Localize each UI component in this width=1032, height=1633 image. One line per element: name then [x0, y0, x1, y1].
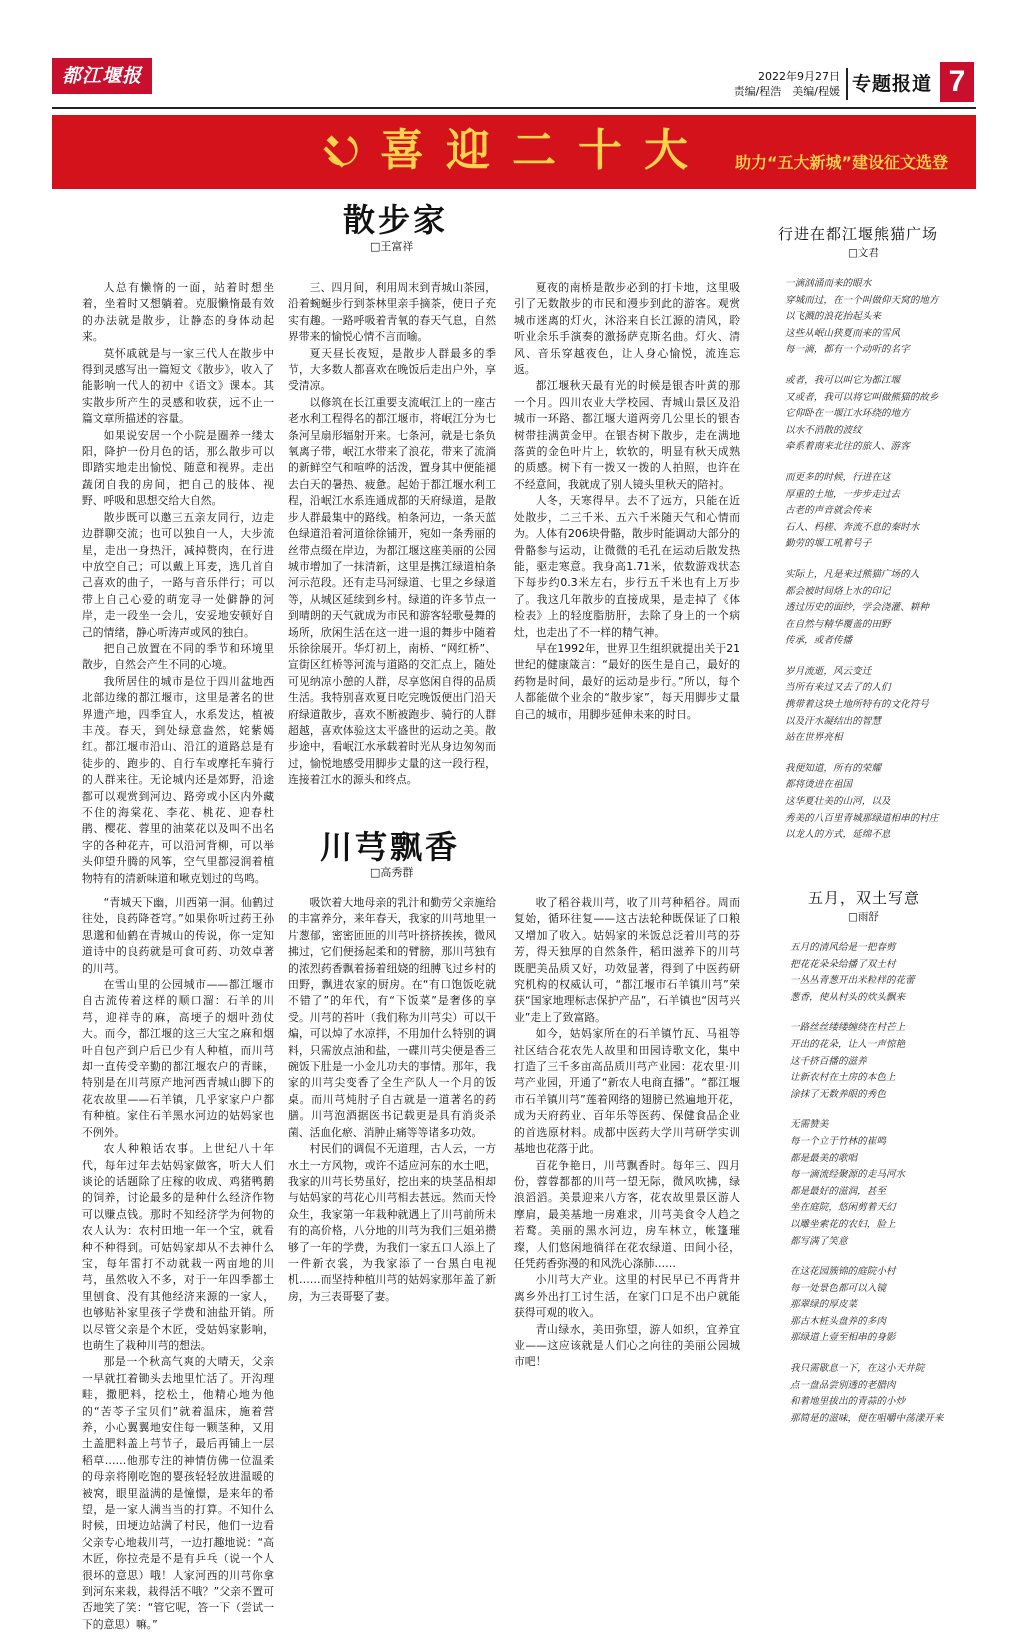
- poem-line: 这些从岷山狭夏而来的雪风: [785, 327, 901, 339]
- article2-column-3: [514, 895, 740, 1435]
- poem-line: 每一滴流经聚源的走马河水: [790, 1169, 906, 1181]
- poem-title: 五月，双土写意: [808, 889, 921, 907]
- poem-stanza: [790, 1361, 990, 1427]
- issue-date: 2022年9月27日: [758, 70, 840, 83]
- banner-title: 喜迎二十大: [380, 125, 710, 176]
- paragraph: 小川芎大产业。这里的村民早已不再背井离乡外出打工讨生活，在家门口足不出户就能获得可观的收入。: [514, 1273, 740, 1320]
- poem-body: [790, 940, 990, 1440]
- paragraph: 我所居住的城市是位于四川盆地西北部边缘的都江堰市，这里是著名的世界遗产地，四季宜人，水系发达，植被丰茂。春天，到处绿意盎然，姹紫嫣红。都江堰市沿山、沿江的道路总是有徒步的、跑步的、自行车或摩托车骑行的人群来往。无论城内还是郊野，沿途都可以观赏到河边、路旁或小区内外藏不住的海棠花、李花、桃花、迎春杜鹃、樱花、蓉里的油菜花以及叫不出名字的各种花卉，可以沿河背柳，可以举头仰望升腾的风筝，空气里都浸润着植物特有的清新味道和啾克划过的鸟鸣。: [82, 674, 274, 885]
- poem-line: 秀美的八百里青城那绿道相串的村庄: [785, 812, 939, 824]
- poem-stanza: [790, 1117, 990, 1250]
- paragraph: 农人种粮话农事。上世纪八十年代，每年过年去姑妈家做客，听大人们谈论的话题除了庄稼的收成、鸡猪鸭鹅的饲养，讨论最多的是种什么经济作物可以赚点钱。那时不知经济学为何物的农人认为：农村田地一年一个宝，就看种不种得到。可姑妈家却从不去神什么宝，每年雷打不动就栽一两亩地的川芎，虽然收入不多，对于一年四季都土里刨食、没有其他经济来源的一家人，也够贴补家里孩子学费和油盐开销。所以尽管父亲是个木匠，受姑妈家影响，也萌生了栽种川芎的想法。: [82, 1142, 274, 1352]
- article-byline: □高秀群: [370, 866, 414, 879]
- article2-column-2: [288, 895, 496, 1435]
- poem-line: 厚重的土地，一步步走过去: [785, 488, 901, 500]
- poem-line: 每一滴，都有一个动听的名字: [785, 344, 910, 356]
- poem-byline: □文君: [848, 247, 879, 259]
- article-title: 散步家: [343, 201, 449, 239]
- poem-line: 而更多的时候，行进在这: [785, 471, 891, 483]
- paragraph: 收了稻谷栽川芎，收了川芎种稻谷。周而复始，循环往复——这古法轮种既保证了口粮又增加了收入。姑妈家的米饭总泛着川芎的芬芳，得天独厚的自然条件，稻田滋养下的川芎既肥美品质又好，功效显著，得到了中医药研究机构的权威认可，“都江堰市石羊镇川芎”荣获“国家地理标志保护产品”，石羊镇也“因芎兴业”走上了致富路。: [514, 896, 740, 1024]
- article-byline: □王富祥: [370, 240, 414, 253]
- poem-line: 以飞溅的浪花抬起头来: [785, 311, 881, 323]
- poem-line: 古老的声音就会传来: [785, 505, 872, 517]
- poem-stanza: [785, 373, 985, 456]
- poem-title: 行进在都江堰熊猫广场: [778, 225, 939, 243]
- poem-stanza: [785, 664, 985, 747]
- paragraph: 早在1992年，世界卫生组织就提出关于21世纪的健康箴言：“最好的医生是自己，最好的药物是时间，最好的运动是步行。”所以，每个人都能做个业余的“散步家”，每天用脚步丈量自己的城市，用脚步延伸未来的时日。: [514, 641, 740, 721]
- poem-line: 又或者，我可以将它叫做熊猫的故乡: [785, 391, 939, 403]
- paragraph: 三、四月间，利用周末到青城山茶园，沿着蜿蜒步行到茶林里亲手摘茶，使日子充实有趣。一路呼吸着青氧的春天气息，自然界带来的愉悦心情不言而喻。: [288, 281, 496, 344]
- poem-line: 涂抹了无数养眼的秀色: [790, 1088, 886, 1100]
- poem-line: 那绿道上壹至相串的身影: [790, 1332, 896, 1344]
- poem-line: 牵系着南来北往的旅人、游客: [785, 441, 910, 453]
- paragraph: “青城天下幽，川西第一洞。仙鹤过往处，良药降苍穹。”如果你听过药王孙思邈和仙鹤在青城山的传说，你一定知道诗中的良药就是可食可药、功效卓著的川芎。: [82, 896, 274, 975]
- paragraph: 如果说安居一个小院是圈养一缕太阳，降护一份月色的话，那么散步可以即踏实地走出愉悦、随意和视界。走出蔬闭自我的房间，把自己的肢体、视野、呼吸和思想交给大自然。: [82, 428, 274, 508]
- paragraph: 莫怀戚就是与一家三代人在散步中得到灵感写出一篇短文《散步》，收入了能影响一代人的初中《语文》课本。其实散步所产生的灵感和收获，远不止一篇文章所描述的容量。: [82, 346, 274, 426]
- editors-credit: 责编/程浩 美编/程媛: [733, 85, 840, 98]
- poem-line: 把花花朵朵给播了双土村: [790, 958, 896, 970]
- poem-byline: □雨舒: [848, 911, 879, 923]
- paragraph: 青山绿水，美田弥望，游人如织，宜养宜业——这应该就是人们心之向往的美丽公园城市吧！: [514, 1322, 740, 1369]
- poem-line: 以龙人的方式，延绵不息: [785, 829, 891, 841]
- paragraph: 如今，姑妈家所在的石羊镇竹瓦、马祖等社区结合花农先人故里和田园诗歌文化，集中打造了三千多亩高品质川芎产业园：花农里·川芎产业园，开通了“新农人电商直播”。“都江堰市石羊镇川芎”莲着网络的翅膀已然遍地开花，成为天府药业、百年乐等医药、保健食品企业的首选原材料。成都中医药大学川芎研学实训基地也花落于此。: [514, 1027, 740, 1156]
- poem-line: 以雕坐索花的农妇，脸上: [790, 1218, 896, 1230]
- article1-column-1: [82, 280, 274, 885]
- poem-line: 携带着这块土地所特有的文化符号: [785, 699, 929, 711]
- poem-line: 透过历史的面纱，学会浇灌、耕种: [785, 602, 929, 614]
- poem-line: 那简是的滋味，便在咀嚼中荡漾开来: [790, 1412, 944, 1424]
- poem-stanza: [790, 1020, 990, 1103]
- poem-line: 岁月流逝，风云变迁: [785, 665, 872, 677]
- poem-line: 一丛丛青葱开出米粒样的花蕾: [790, 975, 915, 987]
- poem-line: 五月的清风给是一把春剪: [790, 942, 896, 953]
- poem-line: 当所有来过又去了的人们: [785, 682, 891, 694]
- article-title: 川芎飘香: [320, 828, 461, 866]
- poem-line: 站在世界亮相: [785, 732, 843, 744]
- poem-line: 每一个立于竹林的崔鸣: [790, 1135, 886, 1147]
- poem-line: 葱香，使从村头的炊头飘来: [790, 991, 906, 1003]
- paragraph: 在雪山里的公园城市——都江堰市自古流传着这样的顺口溜：石羊的川芎，迎祥寺的麻，高埂子的烟叶劲仗大。而今，都江堰的这三大宝之麻和烟叶自包产到户后已少有人种植，而川芎却一直传受辛勤的都江堰农户的青睐，特别是在川芎原产地河西青城山脚下的花农故里——石羊镇，几乎家家户户都有种植。家住石羊黑水河边的姑妈家也不例外。: [82, 978, 274, 1139]
- hammer-sickle-icon: [320, 130, 364, 174]
- paragraph: 人冬，天寒得早。去不了远方，只能在近处散步，二三千米、五六千米随天气和心情而为。人体有206块骨骼，散步时能调动大部分的骨骼参与运动，让微微的毛孔在运动后散发热能，驱走寒意。我身高1.71米，依数游戏状态下每步约0.3米左右，步行五千米也有上万步了。我这几年散步的直接成果，是走掉了《体检表》上的轻度脂肪肝，去除了身上的一个病灶，也走出了不一样的精气神。: [514, 494, 740, 639]
- poem-line: 勤劳的堰工吼着号子: [785, 538, 872, 550]
- poem-stanza: [790, 1264, 990, 1347]
- poem-line: 坐在庭院，悠闲剪着天幻: [790, 1202, 896, 1214]
- poem-line: 点一盘品尝别透的老腊肉: [790, 1379, 896, 1391]
- poem-line: 开出的花朵，让人一声惊艳: [790, 1038, 906, 1050]
- article2-column-1: [82, 895, 274, 1631]
- poem-body: [785, 276, 985, 841]
- article1-column-3: [514, 280, 740, 770]
- masthead-logo: 都江堰报: [52, 58, 152, 94]
- poem-line: 这华夏壮美的山河，以及: [785, 796, 891, 808]
- poem-line: 我只需歇息一下，在这小天井院: [790, 1363, 925, 1375]
- poem-line: 以水不消散的波纹: [785, 424, 862, 436]
- poem-line: 那翠绿的厚皮菜: [790, 1299, 858, 1311]
- article1-column-2: [288, 280, 496, 787]
- poem-line: 或者，我可以叫它为都江堰: [785, 374, 901, 386]
- paragraph: 那是一个秋高气爽的大晴天，父亲一早就扛着锄头去地里忙活了。开沟理畦，撒肥料，挖松土，他精心地为他的“苦苓子宝贝们”就着温床，施着营养，小心翼翼地安住每一颗茎种，又用土盖肥料盖上芎节子，最后再铺上一层稻草……他那专注的神情仿佛一位温柔的母亲将刚吃饱的婴孩轻轻放进温暖的被窝，眼里溢满的是憧憬，是来年的希望，是一家人满当当的打算。不知什么时候，田埂边站满了村民，他们一边看父亲专心地栽川芎，一边打趣地说：“高木匠，你拉壳是不是有乒乓（说一个人很坏的意思）哦！人家河西的川芎你拿到河东来栽，栽得活不哦？”父亲不置可否地笑了笑：“管它呢，答一下（尝试一下的意思）嘛。”: [82, 1355, 274, 1631]
- paragraph: 都江堰秋天最有光的时候是银杏叶黄的那一个月。四川农业大学校园、青城山景区及沿城市一环路、都江堰大道两旁几公里长的银杏树带挂满黄金甲。在银杏树下散步，走在满地落黄的金色叶片上，软软的，明显有秋天成熟的质感。树下有一拨又一拨的人拍照，也许在不经意间，我就成了别人镜头里秋天的陪衬。: [514, 379, 740, 491]
- paragraph: 散步既可以邀三五亲友同行，边走边群聊交流；也可以独自一人，大步流星，走出一身热汗，减掉赘肉，在行进中放空自己；可以戴上耳麦，选几首自己喜欢的曲子，一路与音乐伴行；可以带上自己心爱的萌宠寻一处僻静的河岸，走一段坐一会儿，安妥地安顿好自己的情绪，静心听涛声或风的独白。: [82, 510, 274, 639]
- paragraph: 吸饮着大地母亲的乳汁和勤劳父亲施给的丰富养分，来年春天，我家的川芎地里一片葱郁，密密匝匝的川芎叶挤挤挨挨，微风拂过，它们便扬起柔和的臂膀，那川芎独有的浓烈药香飘着扬着纽娆的纽膊飞过乡村的田野，飘进农家的厨房。在“有口饱饭吃就不错了”的年代，有“下饭菜”是奢侈的享受。川芎的苔叶（我们称为川芎尖）可以干煸，可以焯了水凉拌，不用加什么特别的调料，只需放点油和盐，一碟川芎尖便是香三碗饭下肚是一小金儿功夫的事情。那年，我家的川芎尖变香了全生产队人一个月的饭桌。而川芎炖肘子自古就是一道著名的药膳。川芎泡酒据医书记载更是具有消炎杀菌、活血化瘀、消肿止痛等等诸多功效。: [288, 896, 496, 1139]
- paragraph: 夏天昼长夜短，是散步人群最多的季节，大多数人都喜欢在晚饭后走出户外，享受清凉。: [288, 346, 496, 393]
- poem-line: 和着地里拔出的青蒜的小炒: [790, 1396, 906, 1408]
- banner-subtitle: 助力“五大新城”建设征文选登: [735, 153, 949, 172]
- poem-line: 都会被时间烙上水的印记: [785, 585, 891, 597]
- poem-line: 在这花园簇锦的庭院小村: [790, 1266, 896, 1278]
- poem-line: 每一处景色都可以入镜: [790, 1282, 886, 1294]
- poem-stanza: [785, 567, 985, 650]
- poem-line: 让新农村在土房的本色上: [790, 1072, 896, 1084]
- paragraph: 夏夜的南桥是散步必到的打卡地，这里吸引了无数散步的市民和漫步到此的游客。观赏城市迷离的灯火，沐浴来自长江源的清风，聆听业余乐手演奏的激扬萨克斯名曲。灯火、清风、音乐穿越夜色，让人身心愉悦，流连忘返。: [514, 281, 740, 377]
- poem-stanza: [785, 470, 985, 553]
- paragraph: 人总有懒惰的一面，站着时想坐着，坐着时又想躺着。克服懒惰最有效的办法就是散步，让静态的身体动起来。: [82, 281, 274, 344]
- poem-stanza: [790, 940, 990, 1006]
- poem-line: 都写满了笑意: [790, 1235, 848, 1247]
- paragraph: 以修筑在长江重要支流岷江上的一座古老水利工程得名的都江堰市，将岷江分为七条河呈扇形辐射开来。七条河，就是七条负氧离子带，岷江水带来了浪花，带来了流淌的新鲜空气和喧哗的活泼，置身其中便能褪去白天的暑热、疲惫。起始于都江堰水利工程，沿岷江水系连通成都的天府绿道，是散步人群最集中的路线。柏条河边，一条天蓝色绿道沿着河道徐徐铺开，宛如一条秀丽的丝带点缀在岸边，为都江堰这座美丽的公园城市增加了一抹清新，这里是携江绿道柏条河示范段。还有走马河绿道、七里之乡绿道等，从城区延续到乡村。绿道的许多节点一到晴朗的天气就成为市民和游客轻歌曼舞的场所，欣闲生活在这一进一退的舞步中随着乐徐徐展开。华灯初上，南桥、“网红桥”、宣街区红桥等河流与道路的交汇点上，随处可见纳凉小憩的人群，尽享悠闲自得的品质生活。我特别喜欢夏日吃完晚饭便出门沿天府绿道散步，喜欢不断被跑步、骑行的人群超越，喜欢体验这太平盛世的运动之美。散步途中，看岷江水承载着时光从身边匆匆而过，愉悦地感受用脚步丈量的这一段行程，连接着江水的源头和终点。: [288, 395, 496, 787]
- paragraph: 百花争艳日，川芎飘香时。每年三、四月份，蓉蓉都都的川芎一望无际，微风吹拂，绿浪滔滔。美景迎来八方客，花农故里景区游人摩肩，最美基地一房难求，川芎美食令人趋之若鹜。美丽的黑水河边，房车林立，帐篷璀璨，人们悠闲地徜徉在花农绿道、田间小径，任凭药香弥漫的和风洗心涤肺……: [514, 1158, 740, 1270]
- header-divider: [846, 68, 848, 100]
- poem-line: 传承，或者传播: [785, 635, 853, 647]
- poem-line: 都是最好的滋润，甚至: [790, 1185, 886, 1197]
- paragraph: 把自己放置在不同的季节和环境里散步，自然会产生不同的心境。: [82, 641, 274, 672]
- poem-line: 实际上，凡是来过熊猫广场的人: [785, 568, 920, 580]
- poem-stanza: [785, 761, 985, 844]
- poem-line: 石人、杩槎、奔流不息的秦时水: [785, 521, 920, 533]
- poem-line: 穿城而过，在一个叫做仰天窝的地方: [785, 294, 939, 306]
- poem-line: 以及汗水凝结出的智慧: [785, 715, 881, 727]
- poem-line: 在自然与精华覆盖的田野: [785, 618, 891, 630]
- header-rule: [52, 107, 976, 109]
- poem-line: 无需赞美: [790, 1119, 829, 1131]
- poem-line: 一路丝丝缕缕缠绕在村芒上: [790, 1022, 906, 1034]
- section-name: 专题报道: [852, 73, 933, 95]
- page-number: 7: [940, 62, 974, 102]
- poem-line: 这千挤百播的滋养: [790, 1055, 867, 1067]
- poem-line: 那古木桩头盘养的多肉: [790, 1315, 886, 1327]
- poem-line: 都将烫进在祖国: [785, 779, 853, 791]
- poem-line: 都是最美的歌唱: [790, 1152, 858, 1164]
- poem-line: 它仰卧在一堰江水环绕的地方: [785, 408, 910, 420]
- paragraph: 村民们的调侃不无道理，古人云，一方水土一方风物，或许不适应河东的水土吧，我家的川芎长势虽好，挖出来的块茎品相却与姑妈家的芎花心川芎相去甚远。然而天怜众生，我家第一年栽种就遇上了川芎前所未有的高价格，八分地的川芎为我们三姐弟攒够了一年的学费，为我们一家五口人添上了一件新衣裳，为我家添了一台黑白电视机……而坚持种植川芎的姑妈家那年盖了新房，为三表哥娶了妻。: [288, 1142, 496, 1303]
- poem-line: 一滴汹涌而来的眼水: [785, 278, 872, 289]
- poem-line: 我便知道，所有的荣耀: [785, 762, 881, 774]
- poem-stanza: [785, 276, 985, 359]
